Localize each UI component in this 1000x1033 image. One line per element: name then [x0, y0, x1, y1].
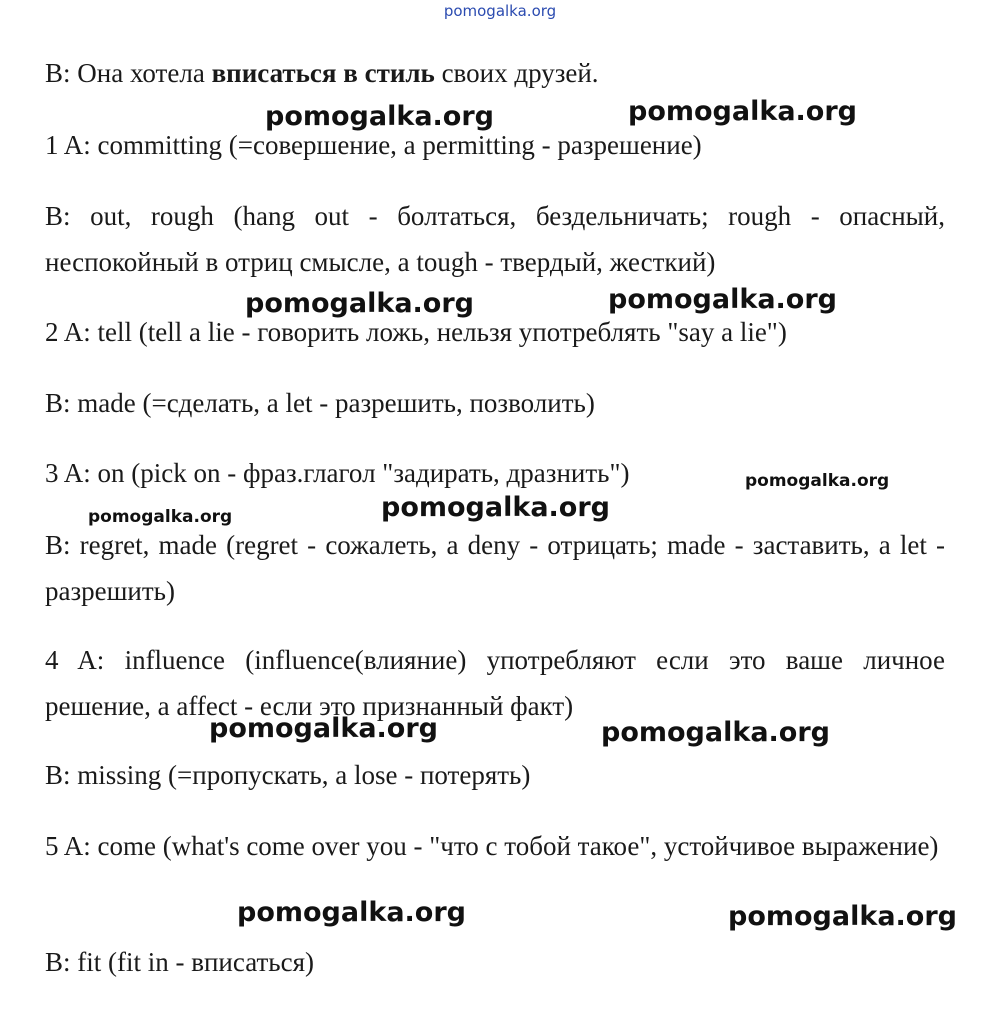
- watermark-text: pomogalka.org: [608, 284, 837, 315]
- paragraph-5b: B: fit (fit in - вписаться): [45, 947, 314, 977]
- watermark-text: pomogalka.org: [745, 471, 890, 491]
- watermark-text: pomogalka.org: [245, 288, 474, 319]
- watermark-text: pomogalka.org: [728, 901, 957, 932]
- paragraph-intro-bold: вписаться в стиль: [211, 58, 435, 88]
- paragraph-1b: B: out, rough (hang out - болтаться, бездельничать; rough - опасный, неспокойный в отриц смысле, a tough - твердый, жесткий): [45, 201, 945, 277]
- watermark-text: pomogalka.org: [237, 897, 466, 928]
- watermark-text: pomogalka.org: [628, 96, 857, 127]
- paragraph-2a: 2 A: tell (tell a lie - говорить ложь, нельзя употреблять "say a lie"): [45, 317, 787, 347]
- watermark-text: pomogalka.org: [601, 717, 830, 748]
- paragraph-intro-tail: своих друзей.: [434, 58, 599, 88]
- paragraph-2b: B: made (=сделать, a let - разрешить, позволить): [45, 388, 595, 418]
- paragraph-intro: [45, 50, 945, 96]
- paragraph-4b: B: missing (=пропускать, a lose - потерять): [45, 760, 531, 790]
- paragraph-intro-text: B: Она хотела: [45, 58, 212, 88]
- paragraph-4a: 4 A: influence (influence(влияние) употребляют если это ваше личное решение, a affect - если это признанный факт): [45, 645, 945, 721]
- watermark-text: pomogalka.org: [209, 713, 438, 744]
- paragraph-5a: 5 A: come (what's come over you - "что с тобой такое", устойчивое выражение): [45, 831, 939, 861]
- paragraph-1a: 1 A: committing (=совершение, a permitting - разрешение): [45, 130, 702, 160]
- paragraph-3b: B: regret, made (regret - сожалеть, a deny - отрицать; made - заставить, a let - разрешить): [45, 530, 945, 606]
- watermark-text: pomogalka.org: [88, 507, 233, 527]
- paragraph-3a: 3 A: on (pick on - фраз.глагол "задирать, дразнить"): [45, 458, 630, 488]
- watermark-text: pomogalka.org: [265, 101, 494, 132]
- watermark-text: pomogalka.org: [381, 492, 610, 523]
- top-watermark: pomogalka.org: [443, 2, 557, 20]
